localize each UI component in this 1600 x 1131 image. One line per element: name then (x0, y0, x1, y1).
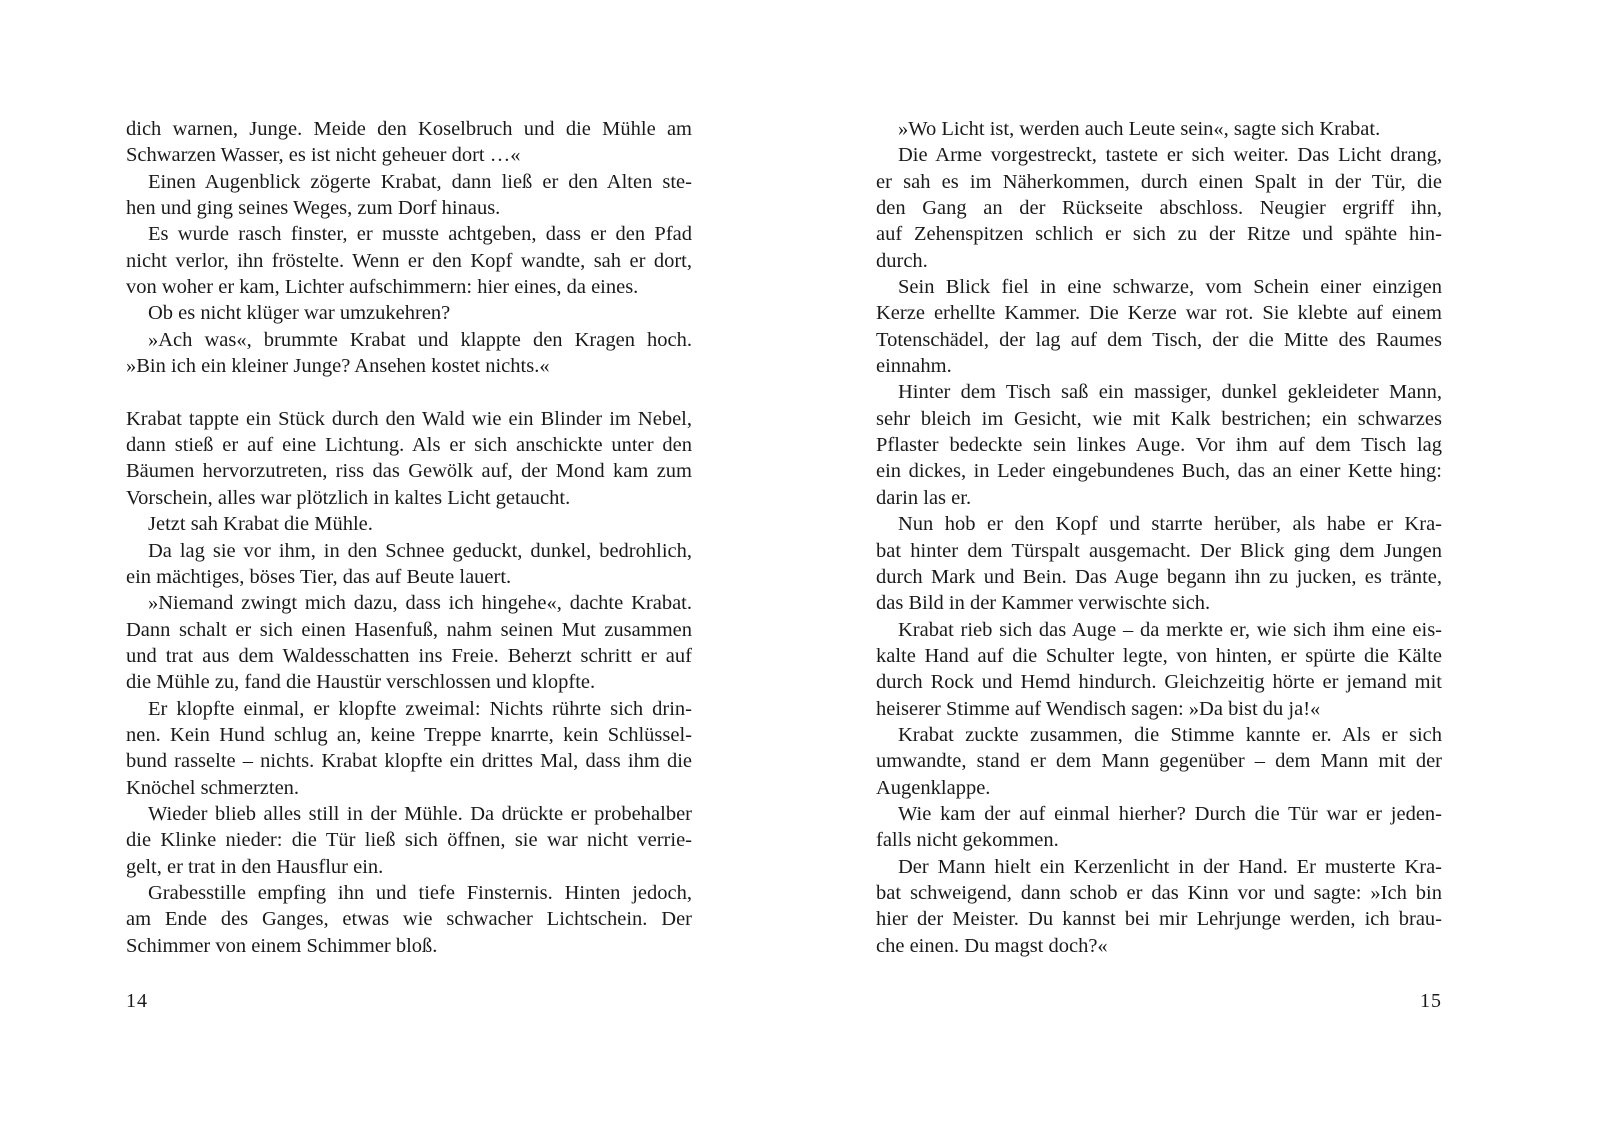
text-line: Hinter dem Tisch saß ein massiger, dunkel gekleideter Mann, (898, 381, 1442, 404)
text-line: Nun hob er den Kopf und starrte herüber, als habe er Kra- (898, 513, 1442, 536)
text-line: Kerze erhellte Kammer. Die Kerze war rot. Sie klebte auf einem (876, 302, 1442, 325)
text-line: Augenklappe. (876, 776, 991, 799)
text-line: das Bild in der Kammer verwischte sich. (876, 592, 1211, 615)
text-line: Pflaster bedeckte sein linkes Auge. Vor ihm auf dem Tisch lag (876, 434, 1442, 457)
text-line: einnahm. (876, 355, 952, 378)
text-line: Grabesstille empfing ihn und tiefe Finsternis. Hinten jedoch, (148, 881, 692, 904)
text-line: Krabat zuckte zusammen, die Stimme kannte er. Als er sich (898, 723, 1442, 746)
text-line: bat schweigend, dann schob er das Kinn vor und sagte: »Ich bin (876, 881, 1442, 904)
text-line: »Wo Licht ist, werden auch Leute sein«, sagte sich Krabat. (898, 118, 1381, 140)
text-line: umwandte, stand er dem Mann gegenüber – dem Mann mit der (876, 750, 1442, 773)
text-line: »Niemand zwingt mich dazu, dass ich hingehe«, dachte Krabat. (148, 592, 692, 615)
text-line: Totenschädel, der lag auf dem Tisch, der die Mitte des Raumes (876, 328, 1442, 351)
text-line: Einen Augenblick zögerte Krabat, dann ließ er den Alten ste- (148, 170, 692, 193)
text-line: Knöchel schmerzten. (126, 776, 300, 799)
text-line: Bäumen hervorzutreten, riss das Gewölk auf, der Mond kam zum (126, 460, 692, 483)
text-line: Sein Blick fiel in eine schwarze, vom Schein einer einzigen (898, 276, 1442, 299)
text-line: und trat aus dem Waldesschatten ins Freie. Beherzt schritt er auf (126, 644, 692, 667)
right-page-text (876, 116, 1442, 959)
text-line: bund rasselte – nichts. Krabat klopfte ein drittes Mal, dass ihm die (126, 750, 692, 773)
text-line: Er klopfte einmal, er klopfte zweimal: Nichts rührte sich drin- (148, 697, 692, 720)
text-line: von woher er kam, Lichter aufschimmern: hier eines, da eines. (126, 276, 639, 299)
text-line: Die Arme vorgestreckt, tastete er sich weiter. Das Licht drang, (898, 144, 1442, 167)
text-line: er sah es im Näherkommen, durch einen Spalt in der Tür, die (876, 170, 1442, 193)
text-line: am Ende des Ganges, etwas wie schwacher Lichtschein. Der (126, 908, 692, 931)
text-line: falls nicht gekommen. (876, 829, 1059, 852)
text-line: nen. Kein Hund schlug an, keine Treppe knarrte, kein Schlüssel- (126, 723, 692, 746)
text-line: Schimmer von einem Schimmer bloß. (126, 934, 438, 957)
text-line: hen und ging seines Weges, zum Dorf hinaus. (126, 197, 501, 220)
text-line: hier der Meister. Du kannst bei mir Lehrjunge werden, ich brau- (876, 908, 1442, 931)
text-line: Der Mann hielt ein Kerzenlicht in der Hand. Er musterte Kra- (898, 855, 1442, 878)
text-line: che einen. Du magst doch?« (876, 934, 1108, 957)
text-line: Da lag sie vor ihm, in den Schnee geduckt, dunkel, bedrohlich, (148, 539, 692, 562)
text-line: durch Mark und Bein. Das Auge begann ihn zu jucken, es tränte, (876, 565, 1442, 588)
text-line: sehr bleich im Gesicht, wie mit Kalk bestrichen; ein schwarzes (876, 407, 1442, 430)
blank-line (126, 379, 692, 405)
text-line: Wie kam der auf einmal hierher? Durch die Tür war er jeden- (898, 802, 1442, 825)
text-line: die Mühle zu, fand die Haustür verschlossen und klopfte. (126, 671, 596, 694)
text-line: auf Zehenspitzen schlich er sich zu der Ritze und spähte hin- (876, 223, 1442, 246)
text-line: gelt, er trat in den Hausflur ein. (126, 855, 384, 878)
text-line: »Bin ich ein kleiner Junge? Ansehen kostet nichts.« (126, 355, 550, 378)
text-line: Schwarzen Wasser, es ist nicht geheuer dort …« (126, 144, 521, 167)
text-line: ein dickes, in Leder eingebundenes Buch, das an einer Kette hing: (876, 460, 1442, 483)
text-line: Krabat tappte ein Stück durch den Wald wie ein Blinder im Nebel, (126, 407, 692, 430)
text-line: Vorschein, alles war plötzlich in kaltes Licht getaucht. (126, 486, 571, 509)
text-line: ein mächtiges, böses Tier, das auf Beute lauert. (126, 565, 512, 588)
text-line: kalte Hand auf die Schulter legte, von hinten, er spürte die Kälte (876, 644, 1442, 667)
text-line: bat hinter dem Türspalt ausgemacht. Der Blick ging dem Jungen (876, 539, 1442, 562)
text-line: Wieder blieb alles still in der Mühle. Da drückte er probehalber (148, 802, 692, 825)
text-line: darin las er. (876, 486, 972, 509)
page-number-right: 15 (1420, 990, 1442, 1012)
text-line: »Ach was«, brummte Krabat und klappte den Kragen hoch. (148, 328, 692, 351)
page-number-left: 14 (126, 990, 148, 1012)
text-line: durch. (876, 249, 928, 272)
text-line: heiserer Stimme auf Wendisch sagen: »Da bist du ja!« (876, 697, 1321, 720)
text-line: Ob es nicht klüger war umzukehren? (148, 302, 451, 325)
left-page-text (126, 116, 692, 959)
text-line: Krabat rieb sich das Auge – da merkte er, wie sich ihm eine eis- (898, 618, 1442, 641)
text-line: Jetzt sah Krabat die Mühle. (148, 513, 373, 536)
text-line: Es wurde rasch finster, er musste achtgeben, dass er den Pfad (148, 223, 692, 246)
text-line: den Gang an der Rückseite abschloss. Neugier ergriff ihn, (876, 197, 1442, 220)
text-line: dann stieß er auf eine Lichtung. Als er sich anschickte unter den (126, 434, 692, 457)
text-line: nicht verlor, ihn fröstelte. Wenn er den Kopf wandte, sah er dort, (126, 249, 692, 272)
text-line: Dann schalt er sich einen Hasenfuß, nahm seinen Mut zusammen (126, 618, 692, 641)
text-line: dich warnen, Junge. Meide den Koselbruch und die Mühle am (126, 118, 692, 140)
text-line: die Klinke nieder: die Tür ließ sich öffnen, sie war nicht verrie- (126, 829, 692, 852)
text-line: durch Rock und Hemd hindurch. Gleichzeitig hörte er jemand mit (876, 671, 1442, 694)
